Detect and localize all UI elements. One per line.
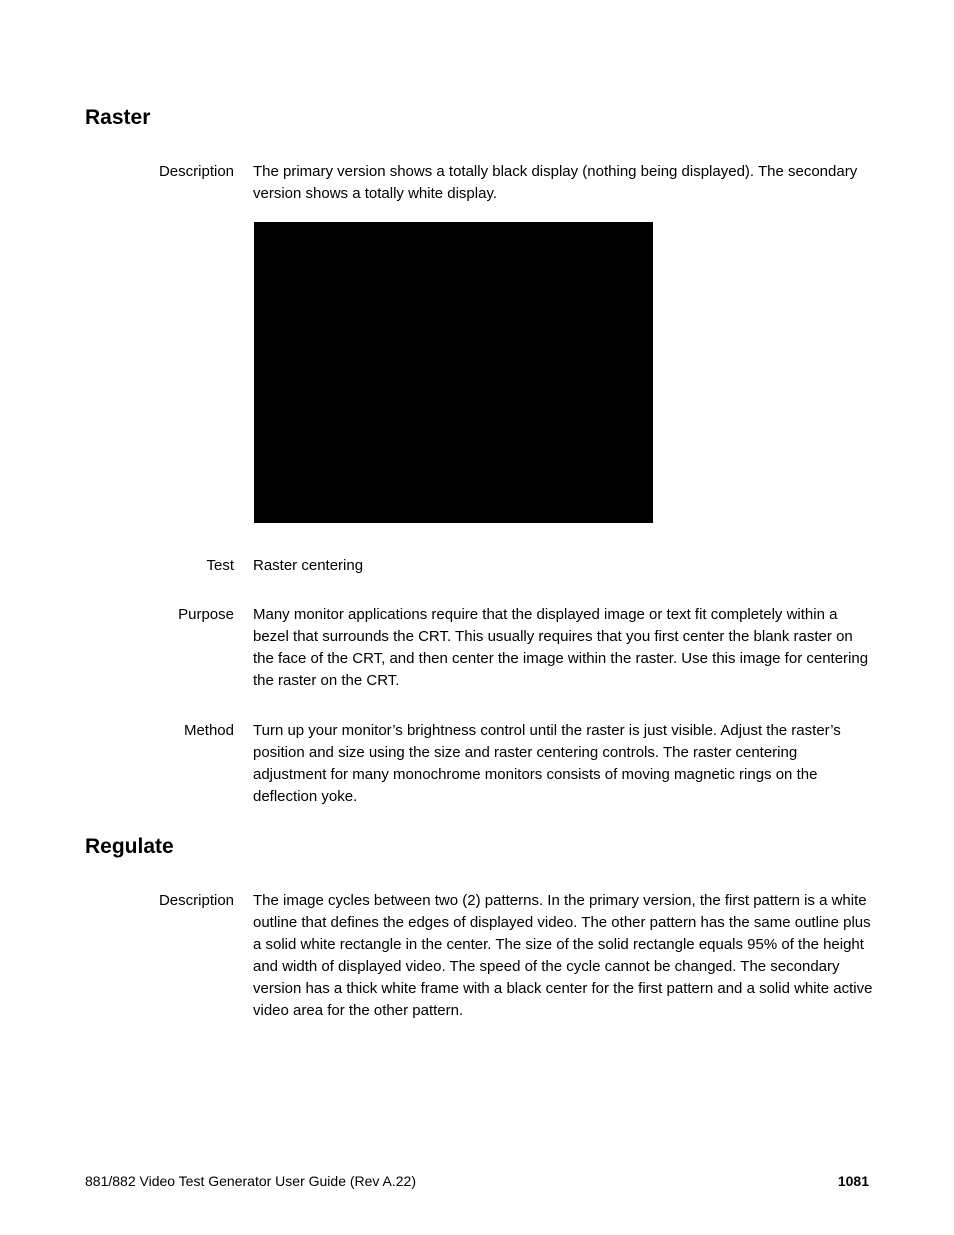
section-heading-regulate: Regulate — [85, 835, 174, 858]
purpose-label: Purpose — [178, 606, 234, 623]
description-label: Description — [158, 163, 234, 180]
purpose-text: Many monitor applications require that the displayed image or text fit completely within a bezel that surrounds the CRT. This usually requires that you first center the blank raster on the face of the CRT, and then center the image within the raster. Use this image for centering the raster on the CRT. — [253, 606, 869, 689]
test-label: Test — [206, 557, 234, 574]
page-number: 1081 — [837, 1173, 869, 1189]
section-heading-raster: Raster — [85, 106, 151, 129]
footer-guide-title: 881/882 Video Test Generator User Guide (Rev A.22) — [85, 1173, 417, 1189]
test-text: Raster centering — [253, 557, 364, 574]
method-label: Method — [183, 722, 234, 739]
description-text: The primary version shows a totally black display (nothing being displayed). The secondary version shows a totally white display. — [253, 163, 858, 202]
description-label: Description — [158, 892, 234, 909]
black-display-image — [254, 222, 653, 523]
description-text: The image cycles between two (2) patterns. In the primary version, the first pattern is a white outline that defines the edges of displayed video. The other pattern has the same outline plus a solid white rectangle in the center. The size of the solid rectangle equals 95% of the height and width of displayed video. The speed of the cycle cannot be changed. The secondary version has a thick white frame with a black center for the first pattern and a solid white active video area for the other pattern. — [253, 892, 873, 1019]
method-text: Turn up your monitor’s brightness control until the raster is just visible. Adjust the raster’s position and size using the size and raster centering controls. The raster centering adjustment for many monochrome monitors consists of moving magnetic rings on the deflection yoke. — [253, 722, 841, 805]
